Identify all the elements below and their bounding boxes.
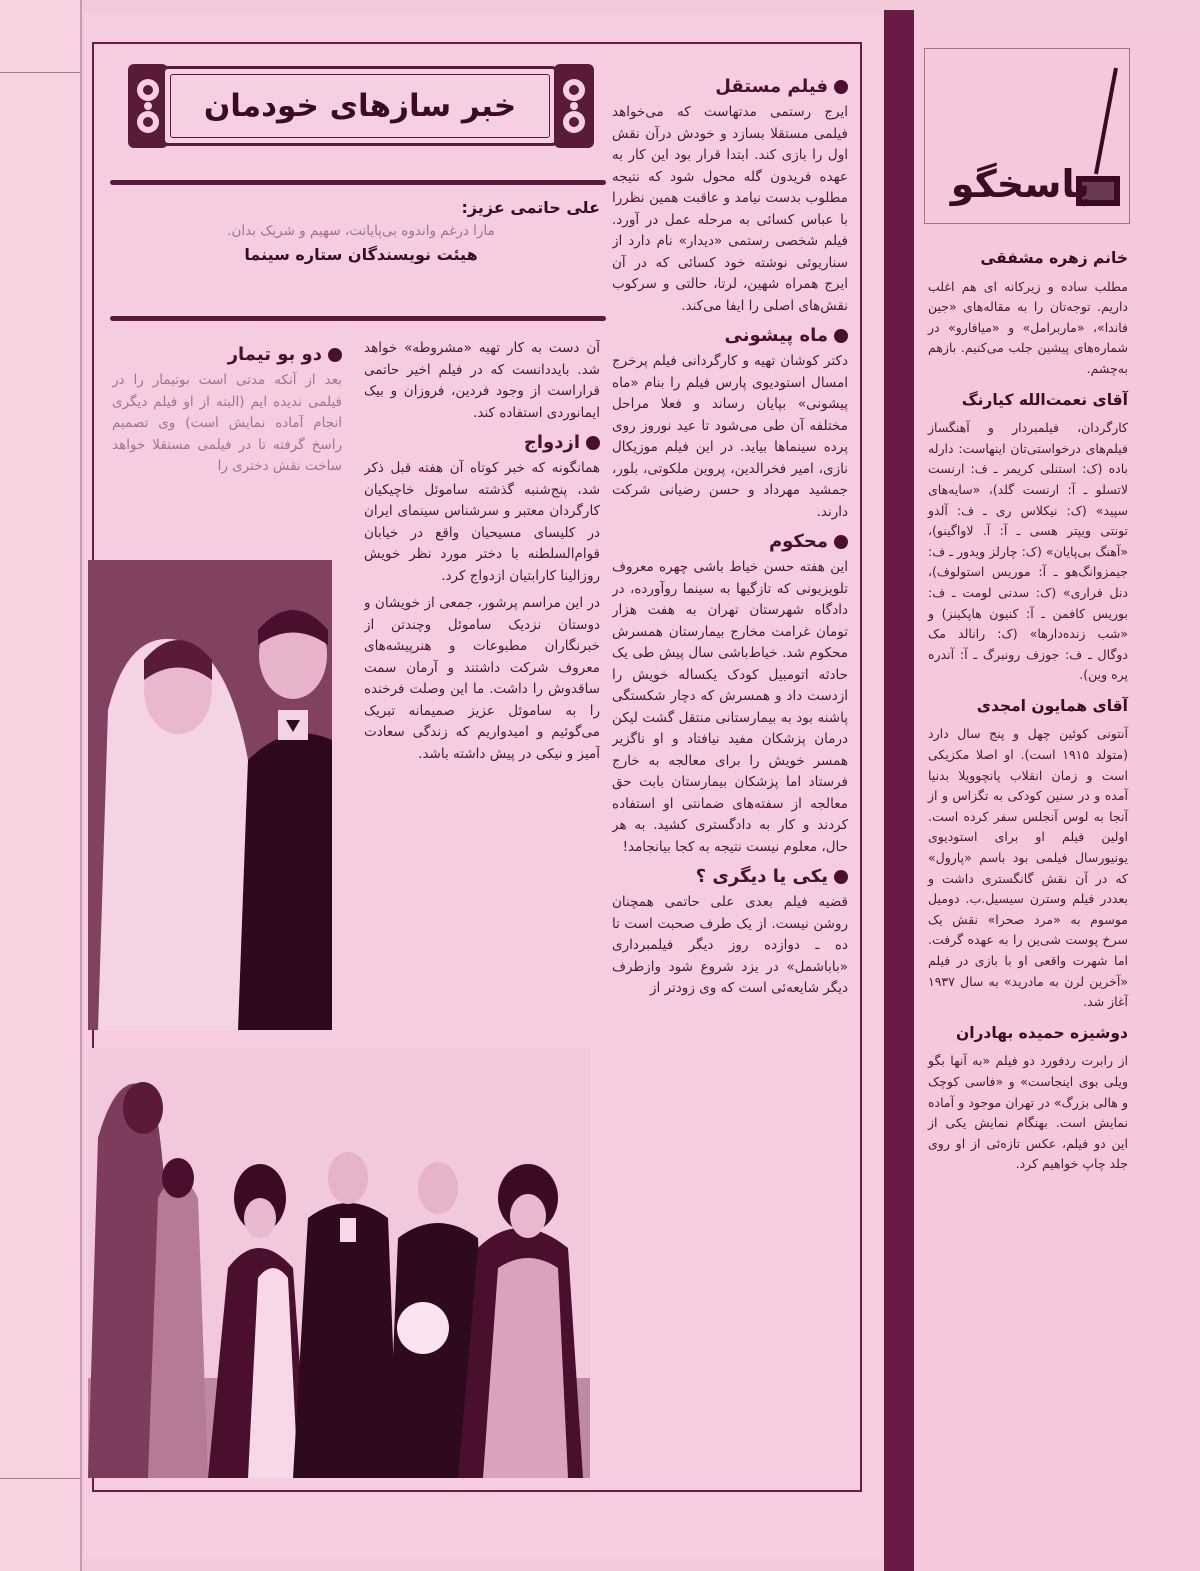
article-title: ماه پیشونی [724,325,828,346]
answers-column [928,238,1128,1175]
article-mah-pishooni [612,323,848,523]
recipient-name: آقای همایون امجدی [976,696,1128,715]
wedding-couple-photo [88,560,332,1030]
article-convicted [612,529,848,858]
news-column-middle [364,338,600,1028]
recipient-name: دوشیزه حمیده بهادران [955,1023,1128,1042]
bullet-icon [586,436,600,450]
condolence-recipient: علی حاتمی عزیز: [461,198,600,217]
article-title: محکوم [768,531,828,552]
answer-entry [928,1023,1128,1175]
article-independent-film [612,74,848,317]
article-one-or-other [612,864,848,1000]
answer-entry [928,248,1128,380]
recipient-name: آقای نعمت‌الله کیارنگ [961,390,1128,409]
condolence-notice [122,198,600,264]
bullet-icon [834,870,848,884]
article-body: بعد از آنکه مدتی است بوتیمار را در فیلمی ندیده ایم (البته از او فیلم دیگری انجام آماده نمایش است) وی تصمیم راسخ گرفته تا در فیلمی مستقلا خواهد ساخت نقش دختری را [112,372,342,474]
answer-text: آنتونی کوئین چهل و پنج سال دارد (متولد ۱۹۱۵ است). او اصلا مکزیکی است و زمان انقلاب پانچوویلا بدنیا آمده و در سنین کودکی به تگزاس و از آنجا به لوس آنجلس سفر کرده است. اولین فیلم او برای استودیوی یونیورسال فیلمی بود باسم «پارول» که در آن نقش گانگستری داشت و بعددر فیلم وسترن سیسیل.ب. دومیل موسوم به «مرد صحرا» نقش یک سرخ پوست شی‌ین را به عهده گرفت. اما شهرت واقعی او با بازی در فیلم «آخرین لرن به مادرید» به سال ۱۹۳۷ آغاز شد. [928,726,1128,1010]
article-body: دکتر کوشان تهیه و کارگردانی فیلم پرخرج امسال استودیوی پارس فیلم را بنام «ماه پیشونی» بپایان رساند و فعلا مراحل مختلفه آن طی می‌شود تا عید نوروز روی پرده سینماها بیاید. در این فیلم موزیکال نازی، امیر فخرالدین، پروین ملکوتی، بلور، جمشید مهرداد و حسن رضیانی شرکت دارند. [612,353,848,520]
news-column-right [612,70,848,1490]
answer-entry [928,696,1128,1013]
continued-text: آن دست به کار تهیه «مشروطه» خواهد شد. بایددانست که در فیلم اخیر حاتمی قراراست از وجود فردین، فروزان و بیک ایمانوردی استفاده کند. [364,340,600,421]
wedding-group-photo [88,1048,590,1478]
answer-entry [928,390,1128,686]
article-title: یکی یا دیگری ؟ [695,866,828,887]
news-column-left [112,338,342,553]
binding-spine [884,10,914,1571]
answers-title: پاسخگو [950,162,1090,206]
article-body: همانگونه که خبر کوتاه آن هفته قبل ذکر شد، پنج‌شنبه گذشته ساموئل خاچیکیان کارگردان معتبر و سرشناس سینمای ایران در کلیسای مسیحیان واقع در خیابان قوام‌السلطنه با دختر مورد نظر خویش روزالینا کارابتیان ازدواج کرد. [364,460,600,584]
section-banner [122,60,600,152]
banner-underline [110,180,606,185]
condolence-underline [110,316,606,321]
bullet-icon [834,80,848,94]
answer-text: از رابرت ردفورد دو فیلم «به آنها بگو ویلی بوی اینجاست» و «فاسی کوچک و هالی بزرگ» در تهران موجود و آماده نمایش است. بهنگام نمایش یکی از این دو فیلم، عکس تازه‌ئی از او روی جلد چاپ خواهیم کرد. [928,1053,1128,1172]
article-title: فیلم مستقل [715,76,828,97]
section-title: خبر سازهای خودمان [203,88,517,124]
recipient-name: خانم زهره مشفقی [980,249,1128,267]
bullet-icon [834,535,848,549]
article-title: دو بو تیمار [227,344,322,365]
article-body: این هفته حسن خیاط باشی چهره معروف تلویزیونی که تازگیها به سینما روآورده، در دادگاه شهرستان تهران به هفت هزار تومان غرامت مخارج بیمارستان همسرش محکوم شد. خیاط‌باشی سال پیش طی یک حادثه اتومبیل کودک یکساله خویش را ازدست داد و همسرش که دچار شکستگی پاشنه بود به بیمارستانی منتقل گشت لیکن درمان پزشکان مفید نیافتاد و او ناگزیر همسر خویش را برای معالجه به خارج فرستاد اما پزشکان بیمارستان بابت حق معالجه از سفته‌های ضمانتی او استفاده کردند و کار به دادگستری کشید. به هر حال، معلوم نیست نتیجه به کجا بیانجامد! [612,559,848,855]
article-body: در این مراسم پرشور، جمعی از خویشان و دوستان نزدیک ساموئل وچندتن از خبرنگاران مطبوعات و هنرپیشه‌های معروف شرکت داشتند و آرمان سمت ساقدوش را داشت. ما این وصلت فرخنده را به ساموئل عزیز صمیمانه تبریک می‌گوئیم و امیدواریم که زندگی سعادت آمیز و نیکی در پیش داشته باشد. [364,595,600,762]
bullet-icon [328,348,342,362]
condolence-message: مارا درغم واندوه بی‌پایانت، سهیم و شریک بدان. [227,223,495,239]
article-body: ایرج رستمی مدتهاست که می‌خواهد فیلمی مستقلا بسازد و خودش درآن نقش اول را بازی کند. ابتدا قرار بود این کار به عهده فریدون گله محول شود که نتیجه مطلوب بدست نیامد و عاقبت همین نظررا با عباس کسائی به مرحله عمل در آورد. فیلم شخصی رستمی «دیدار» نام دارد از سناریوئی نوشته خود کسائی که در آن ایرج همراه شهین، لرتا، حالتی و سرکوب نقش‌های اصلی را ایفا می‌کند. [612,104,848,314]
condolence-signature: هیئت نویسندگان ستاره سینما [244,245,478,264]
bullet-icon [834,329,848,343]
adjacent-page-edge [0,0,82,1571]
answer-text: کارگردان، فیلمبردار و آهنگساز فیلم‌های درخواستی‌تان اینهاست: دارله باده (ک: استنلی کریمر ـ ف: ارنست لاتسلو ـ آ: ارنست گلد)، «سایه‌های سپید» (ک: نیکلاس ری ـ ف: آلدو تونتی ویپتر هسی ـ آ: آ. لاواگینو)، «آهنگ بی‌پایان» (ک: چارلز ویدور ـ ف: جیمزوانگ‌هو ـ آ: موریس استولوف)، دنل فراری» (ک: سدنی لومت ـ ف: بوریس کافمن ـ آ: کنیون هاپکینز) و «شب زنده‌دارها» (ک: رانالد مک دوگال ـ ف: جوزف رونبرگ ـ آ: آندره پره وین). [928,420,1128,683]
article-title: ازدواج [523,432,580,453]
article-body: قضیه فیلم بعدی علی حاتمی همچنان روشن نیست. از یک طرف صحبت است تا ده ـ دوازده روز دیگر فیلمبرداری «باباشمل» در یزد شروع شود وازطرف دیگر شایعه‌ئی است که وی زودتر از [612,894,848,996]
answer-text: مطلب ساده و زیرکانه ای هم اغلب داریم. توجه‌تان را به مقاله‌های «جین فاندا»، «ماربرامل» و «میافارو» در شماره‌های پیشین جلب می‌کنیم. بازهم به‌چشم. [928,278,1128,376]
